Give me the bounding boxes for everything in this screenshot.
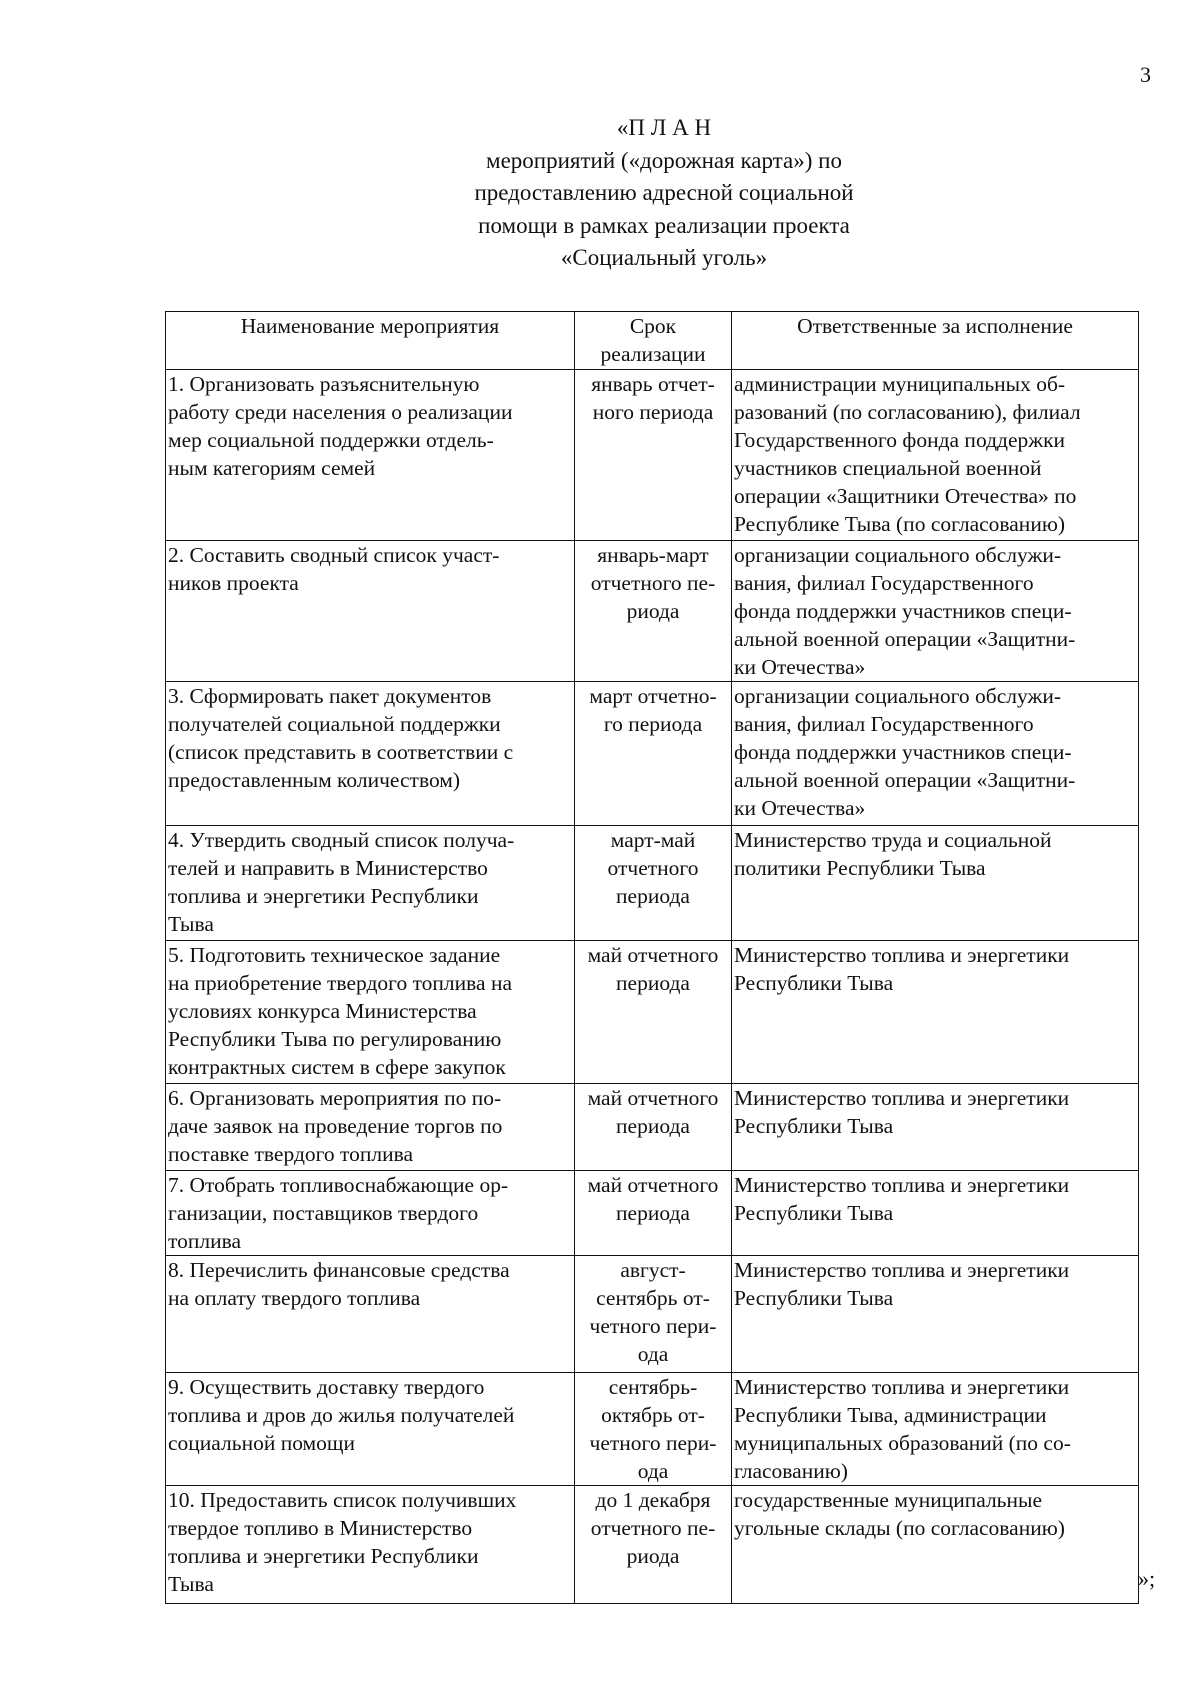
table-row xyxy=(166,826,1139,941)
cell-name: 1. Организовать разъяснительную работу среди населения о реализации мер социальной поддержки отдель- ным категориям семей xyxy=(166,370,575,541)
cell-term: март-май отчетного периода xyxy=(575,826,732,941)
cell-term: январь отчет- ного периода xyxy=(575,370,732,541)
table-row xyxy=(166,682,1139,826)
cell-name: 7. Отобрать топливоснабжающие ор- ганизации, поставщиков твердого топлива xyxy=(166,1171,575,1256)
page-number: 3 xyxy=(1140,62,1151,87)
cell-name: 8. Перечислить финансовые средства на оплату твердого топлива xyxy=(166,1256,575,1373)
table-row xyxy=(166,1486,1139,1604)
cell-responsible: Министерство топлива и энергетики Республики Тыва xyxy=(732,1171,1139,1256)
cell-term: сентябрь- октябрь от- четного пери- ода xyxy=(575,1373,732,1486)
table-row xyxy=(166,541,1139,682)
cell-term: май отчетного периода xyxy=(575,941,732,1084)
plan-table xyxy=(165,311,1139,1604)
table-row xyxy=(166,370,1139,541)
cell-term: май отчетного периода xyxy=(575,1084,732,1171)
cell-term: март отчетно- го периода xyxy=(575,682,732,826)
table-row xyxy=(166,1373,1139,1486)
cell-responsible: организации социального обслужи- вания, филиал Государственного фонда поддержки участников специ- альной военной операции «Защитни- ки Отечества» xyxy=(732,541,1139,682)
header-name: Наименование мероприятия xyxy=(166,312,575,370)
cell-name: 9. Осуществить доставку твердого топлива и дров до жилья получателей социальной помощи xyxy=(166,1373,575,1486)
cell-responsible: Министерство топлива и энергетики Республики Тыва xyxy=(732,1256,1139,1373)
cell-responsible: Министерство топлива и энергетики Республики Тыва, администрации муниципальных образований (по со- гласованию) xyxy=(732,1373,1139,1486)
table-row xyxy=(166,1256,1139,1373)
cell-name: 3. Сформировать пакет документов получателей социальной поддержки (список представить в соответствии с предоставленным количеством) xyxy=(166,682,575,826)
table-row xyxy=(166,1171,1139,1256)
cell-name: 2. Составить сводный список участ- ников проекта xyxy=(166,541,575,682)
cell-name: 10. Предоставить список получивших твердое топливо в Министерство топлива и энергетики Республики Тыва xyxy=(166,1486,575,1604)
cell-responsible: Министерство топлива и энергетики Республики Тыва xyxy=(732,1084,1139,1171)
cell-responsible: организации социального обслужи- вания, филиал Государственного фонда поддержки участников специ- альной военной операции «Защитни- ки Отечества» xyxy=(732,682,1139,826)
cell-term: январь-март отчетного пе- риода xyxy=(575,541,732,682)
closing-quote: »; xyxy=(1138,1566,1156,1591)
header-responsible: Ответственные за исполнение xyxy=(732,312,1139,370)
document-title: «П Л А Н мероприятий («дорожная карта») по предоставлению адресной социальной помощи в рамках реализации проекта «Социальный уголь» xyxy=(474,115,854,270)
cell-name: 4. Утвердить сводный список получа- телей и направить в Министерство топлива и энергетики Республики Тыва xyxy=(166,826,575,941)
cell-responsible: Министерство топлива и энергетики Республики Тыва xyxy=(732,941,1139,1084)
header-term: Срок реализации xyxy=(575,312,732,370)
cell-term: до 1 декабря отчетного пе- риода xyxy=(575,1486,732,1604)
table-row xyxy=(166,941,1139,1084)
cell-responsible: администрации муниципальных об- разований (по согласованию), филиал Государственного фонда поддержки участников специальной военной операции «Защитники Отечества» по Республике Тыва (по согласованию) xyxy=(732,370,1139,541)
cell-name: 6. Организовать мероприятия по по- даче заявок на проведение торгов по поставке твердого топлива xyxy=(166,1084,575,1171)
cell-term: май отчетного периода xyxy=(575,1171,732,1256)
cell-term: август- сентябрь от- четного пери- ода xyxy=(575,1256,732,1373)
table-row xyxy=(166,1084,1139,1171)
cell-responsible: государственные муниципальные угольные склады (по согласованию) xyxy=(732,1486,1139,1604)
table-header-row xyxy=(166,312,1139,370)
cell-name: 5. Подготовить техническое задание на приобретение твердого топлива на условиях конкурса Министерства Республики Тыва по регулированию контрактных систем в сфере закупок xyxy=(166,941,575,1084)
cell-responsible: Министерство труда и социальной политики Республики Тыва xyxy=(732,826,1139,941)
